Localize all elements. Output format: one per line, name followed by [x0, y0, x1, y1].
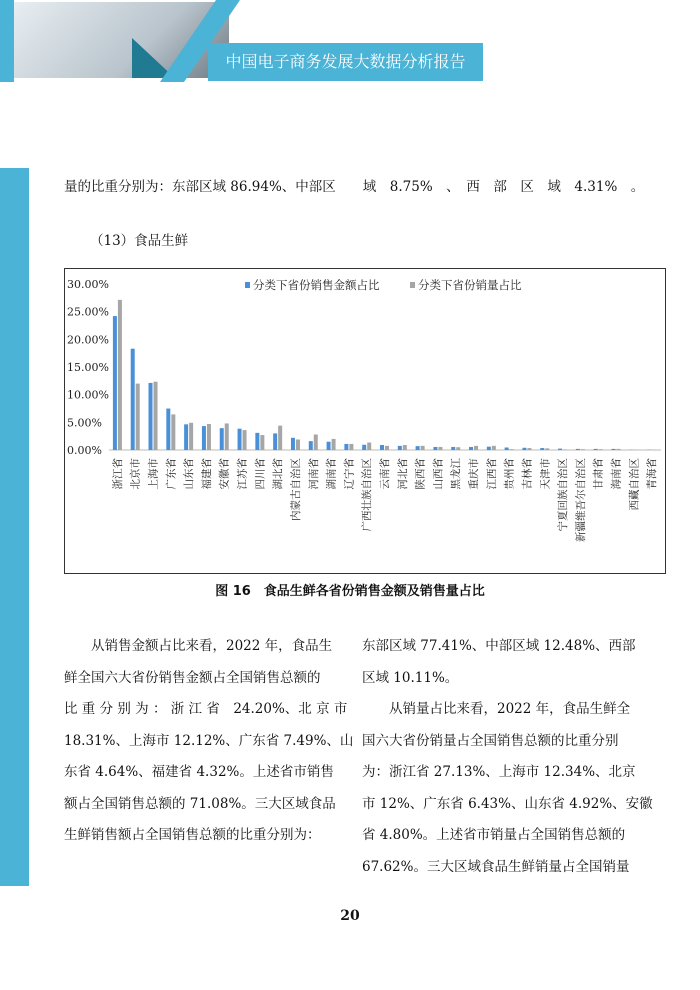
bar-amount	[220, 428, 224, 450]
bar-amount	[255, 433, 259, 450]
bar-volume	[118, 300, 122, 450]
bar-amount	[327, 442, 331, 450]
bar-volume	[616, 449, 620, 450]
legend-label: 分类下省份销售金额占比	[253, 278, 380, 292]
x-tick-label: 贵州省	[503, 458, 516, 490]
bar-amount	[309, 441, 313, 450]
y-tick-label: 20.00%	[67, 333, 109, 347]
bar-amount	[416, 446, 420, 450]
bar-volume	[260, 435, 264, 450]
bar-amount	[131, 349, 135, 450]
bar-volume	[581, 449, 585, 450]
bar-volume	[154, 382, 158, 450]
x-tick-label: 北京市	[129, 458, 142, 490]
bar-amount	[362, 445, 366, 450]
bar-chart	[64, 268, 666, 574]
bar-volume	[492, 446, 496, 450]
y-tick-label: 0.00%	[67, 444, 102, 457]
y-tick-label: 15.00%	[67, 361, 109, 374]
x-tick-label: 天津市	[539, 458, 552, 490]
x-tick-label: 内蒙古自治区	[289, 458, 302, 521]
text-line: 从销售金额占比来看，2022 年，食品生	[64, 638, 333, 654]
bar-amount	[166, 409, 170, 450]
bar-volume	[456, 447, 460, 450]
text-line: 为：浙江省 27.13%、上海市 12.34%、北京	[362, 764, 636, 780]
text-line: 18.31%、上海市 12.12%、广东省 7.49%、山	[64, 732, 354, 749]
bar-amount	[611, 449, 615, 450]
bar-volume	[136, 384, 140, 450]
bar-amount	[273, 433, 277, 450]
x-tick-label: 上海市	[147, 458, 160, 490]
bar-amount	[113, 316, 117, 450]
y-tick-label: 5.00%	[67, 416, 102, 430]
bar-amount	[238, 429, 242, 450]
bar-volume	[189, 423, 193, 450]
bar-volume	[278, 426, 282, 450]
bar-volume	[385, 446, 389, 450]
figure-caption: 图 16 食品生鲜各省份销售金额及销售量占比	[215, 584, 485, 599]
bar-volume	[296, 439, 300, 450]
text-line: 从销量占比来看，2022 年，食品生鲜全	[362, 701, 631, 717]
right-column	[362, 631, 653, 883]
bar-volume	[527, 448, 531, 450]
bar-volume	[403, 445, 407, 450]
text-line: 东部区域 77.41%、中部区域 12.48%、西部	[362, 638, 636, 654]
x-tick-label: 甘肃省	[592, 458, 605, 490]
x-tick-label: 云南省	[379, 458, 391, 490]
x-tick-label: 湖北省	[272, 458, 285, 490]
bar-amount	[540, 448, 544, 450]
bar-amount	[576, 449, 580, 450]
bar-amount	[558, 449, 562, 450]
bar-amount	[380, 445, 384, 450]
chart-svg	[65, 269, 665, 573]
legend-swatch	[410, 282, 415, 288]
bar-amount	[522, 448, 526, 450]
x-tick-label: 湖南省	[325, 458, 338, 490]
x-tick-label: 河南省	[307, 458, 320, 490]
text-line: 比 重 分 别 为 ： 浙 江 省 24.20%、北 京 市	[64, 701, 348, 717]
text-line: 国六大省份销量占全国销售总额的比重分别	[362, 732, 619, 749]
bar-volume	[438, 447, 442, 450]
bar-volume	[563, 449, 567, 450]
side-bar	[0, 168, 29, 886]
bar-amount	[469, 447, 473, 450]
x-tick-label: 江西省	[485, 458, 498, 490]
x-tick-label: 安徽省	[218, 458, 231, 490]
bar-amount	[149, 383, 153, 450]
bar-volume	[599, 449, 603, 450]
text-line: 区域 10.11%。	[362, 669, 459, 686]
x-tick-label: 海南省	[610, 458, 623, 490]
section-heading: （13）食品生鲜	[90, 233, 189, 249]
text-line: 67.62%。三大区域食品生鲜销量占全国销量	[362, 858, 630, 875]
bar-amount	[594, 449, 598, 450]
x-tick-label: 重庆市	[468, 458, 481, 490]
y-tick-label: 25.00%	[67, 305, 109, 319]
x-tick-label: 新疆维吾尔自治区	[574, 458, 587, 542]
intro-line: 量的比重分别为：东部区域 86.94%、中部区 域 8.75% 、 西 部 区 域 4.31% 。	[64, 179, 645, 195]
report-title: 中国电子商务发展大数据分析报告	[208, 43, 483, 81]
bar-amount	[451, 447, 455, 450]
text-line: 东省 4.64%、福建省 4.32%。上述省市销售	[64, 764, 334, 780]
bar-amount	[344, 444, 348, 450]
bar-amount	[202, 426, 206, 450]
x-tick-label: 浙江省	[111, 458, 124, 490]
text-line: 省 4.80%。上述省市销量占全国销售总额的	[362, 827, 626, 843]
bar-volume	[474, 446, 478, 450]
left-column	[64, 631, 354, 852]
x-tick-label: 广西壮族自治区	[361, 458, 374, 532]
x-tick-label: 辽宁省	[343, 458, 356, 490]
bar-volume	[332, 439, 336, 450]
bar-volume	[510, 449, 514, 450]
header-accent	[0, 0, 14, 82]
bar-volume	[207, 424, 211, 450]
x-tick-label: 青海省	[646, 458, 659, 490]
legend-swatch	[245, 282, 250, 288]
page-number: 20	[340, 908, 360, 924]
legend-label: 分类下省份销量占比	[418, 278, 522, 292]
x-tick-label: 山东省	[183, 458, 196, 490]
bar-amount	[291, 438, 295, 450]
text-line: 市 12%、广东省 6.43%、山东省 4.92%、安徽	[362, 795, 653, 812]
x-tick-label: 黑龙江	[450, 458, 463, 490]
x-tick-label: 广东省	[165, 458, 178, 490]
bar-amount	[184, 424, 188, 450]
x-tick-label: 宁夏回族自治区	[557, 458, 570, 532]
text-line: 生鲜销售额占全国销售总额的比重分别为：	[64, 827, 321, 843]
x-tick-label: 吉林省	[521, 458, 534, 490]
x-tick-label: 福建省	[200, 458, 213, 490]
bar-volume	[367, 443, 371, 450]
bar-volume	[225, 423, 229, 450]
bar-volume	[545, 448, 549, 450]
bar-amount	[505, 448, 509, 450]
bar-volume	[171, 414, 175, 450]
x-tick-label: 江苏省	[236, 458, 249, 490]
bar-volume	[314, 435, 318, 450]
x-tick-label: 西藏自治区	[628, 458, 641, 511]
bar-volume	[243, 430, 247, 450]
x-tick-label: 河北省	[396, 458, 409, 490]
bar-volume	[349, 444, 353, 450]
bar-amount	[398, 446, 402, 450]
text-line: 鲜全国六大省份销售金额占全国销售总额的	[64, 669, 321, 686]
x-tick-label: 陕西省	[414, 458, 427, 490]
bar-volume	[421, 446, 425, 450]
x-tick-label: 山西省	[432, 458, 445, 490]
y-tick-label: 10.00%	[67, 388, 109, 402]
x-tick-label: 四川省	[254, 458, 267, 490]
bar-amount	[433, 447, 437, 450]
bar-amount	[487, 447, 491, 450]
y-tick-label: 30.00%	[67, 278, 109, 291]
text-line: 额占全国销售总额的 71.08%。三大区域食品	[64, 795, 336, 812]
